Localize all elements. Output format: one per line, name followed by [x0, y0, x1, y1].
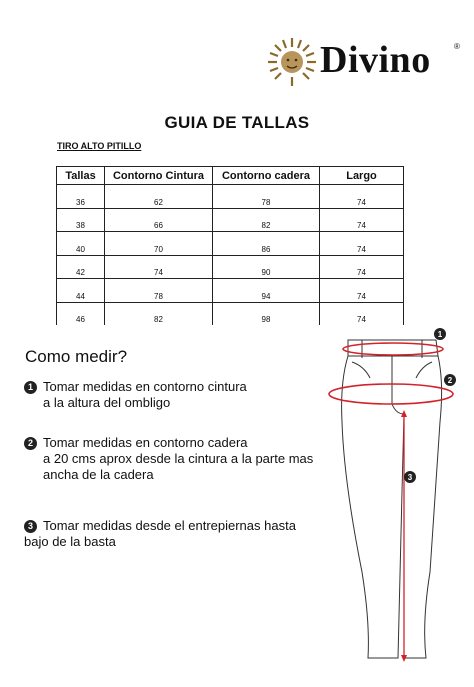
table-cell: 40 — [57, 232, 105, 256]
step-text: Tomar medidas en contorno cintura — [43, 379, 247, 394]
table-cell: 44 — [57, 279, 105, 303]
column-header: Contorno cadera — [213, 167, 320, 185]
size-table — [56, 166, 404, 325]
table-cell: 70 — [105, 232, 213, 256]
product-subtitle: TIRO ALTO PITILLO — [57, 141, 142, 151]
registered-mark: ® — [454, 42, 460, 51]
table-cell: 82 — [213, 208, 320, 232]
measure-step-1 — [24, 379, 247, 411]
sun-face-logo-icon — [266, 36, 318, 88]
table-cell: 38 — [57, 208, 105, 232]
how-to-measure-title: Como medir? — [25, 347, 128, 366]
marker-2-badge — [444, 374, 456, 386]
column-header: Contorno Cintura — [105, 167, 213, 185]
table-cell: 78 — [213, 185, 320, 209]
table-row — [57, 255, 404, 279]
table-row — [57, 185, 404, 209]
column-header: Largo — [320, 167, 404, 185]
table-cell: 46 — [57, 302, 105, 325]
svg-text:1: 1 — [437, 330, 443, 339]
svg-text:2: 2 — [447, 376, 453, 385]
table-cell: 74 — [320, 302, 404, 325]
table-cell: 36 — [57, 185, 105, 209]
table-cell: 86 — [213, 232, 320, 256]
step-text: a la altura del ombligo — [43, 395, 171, 410]
table-cell: 42 — [57, 255, 105, 279]
table-header-row — [57, 167, 404, 185]
table-cell: 82 — [105, 302, 213, 325]
column-header: Tallas — [57, 167, 105, 185]
table-row — [57, 279, 404, 303]
table-cell: 74 — [320, 232, 404, 256]
step-number-badge: 3 — [24, 520, 37, 533]
step-number-badge: 1 — [24, 381, 37, 394]
step-text: Tomar medidas desde el entrepiernas hasta — [43, 518, 296, 533]
table-row — [57, 208, 404, 232]
table-cell: 74 — [320, 279, 404, 303]
brand-logo — [266, 36, 466, 88]
step-text: ancha de la cadera — [43, 467, 154, 482]
page-title: GUIA DE TALLAS — [164, 113, 310, 132]
step-number-badge: 2 — [24, 437, 37, 450]
marker-3-badge — [404, 471, 416, 483]
step-text: Tomar medidas en contorno cadera — [43, 435, 248, 450]
table-cell: 74 — [105, 255, 213, 279]
step-text: a 20 cms aprox desde la cintura a la parte mas — [43, 451, 314, 466]
table-cell: 74 — [320, 208, 404, 232]
marker-1-badge — [434, 328, 446, 340]
pants-measurement-diagram — [318, 322, 464, 670]
step-text: bajo de la basta — [24, 534, 116, 549]
table-cell: 74 — [320, 255, 404, 279]
measure-step-2 — [24, 435, 313, 483]
svg-text:3: 3 — [407, 473, 413, 482]
table-cell: 66 — [105, 208, 213, 232]
measure-step-3 — [24, 518, 296, 550]
table-row — [57, 232, 404, 256]
brand-name: Divino — [320, 39, 431, 81]
table-cell: 62 — [105, 185, 213, 209]
table-cell: 94 — [213, 279, 320, 303]
table-cell: 78 — [105, 279, 213, 303]
table-cell: 98 — [213, 302, 320, 325]
table-cell: 90 — [213, 255, 320, 279]
table-cell: 74 — [320, 185, 404, 209]
